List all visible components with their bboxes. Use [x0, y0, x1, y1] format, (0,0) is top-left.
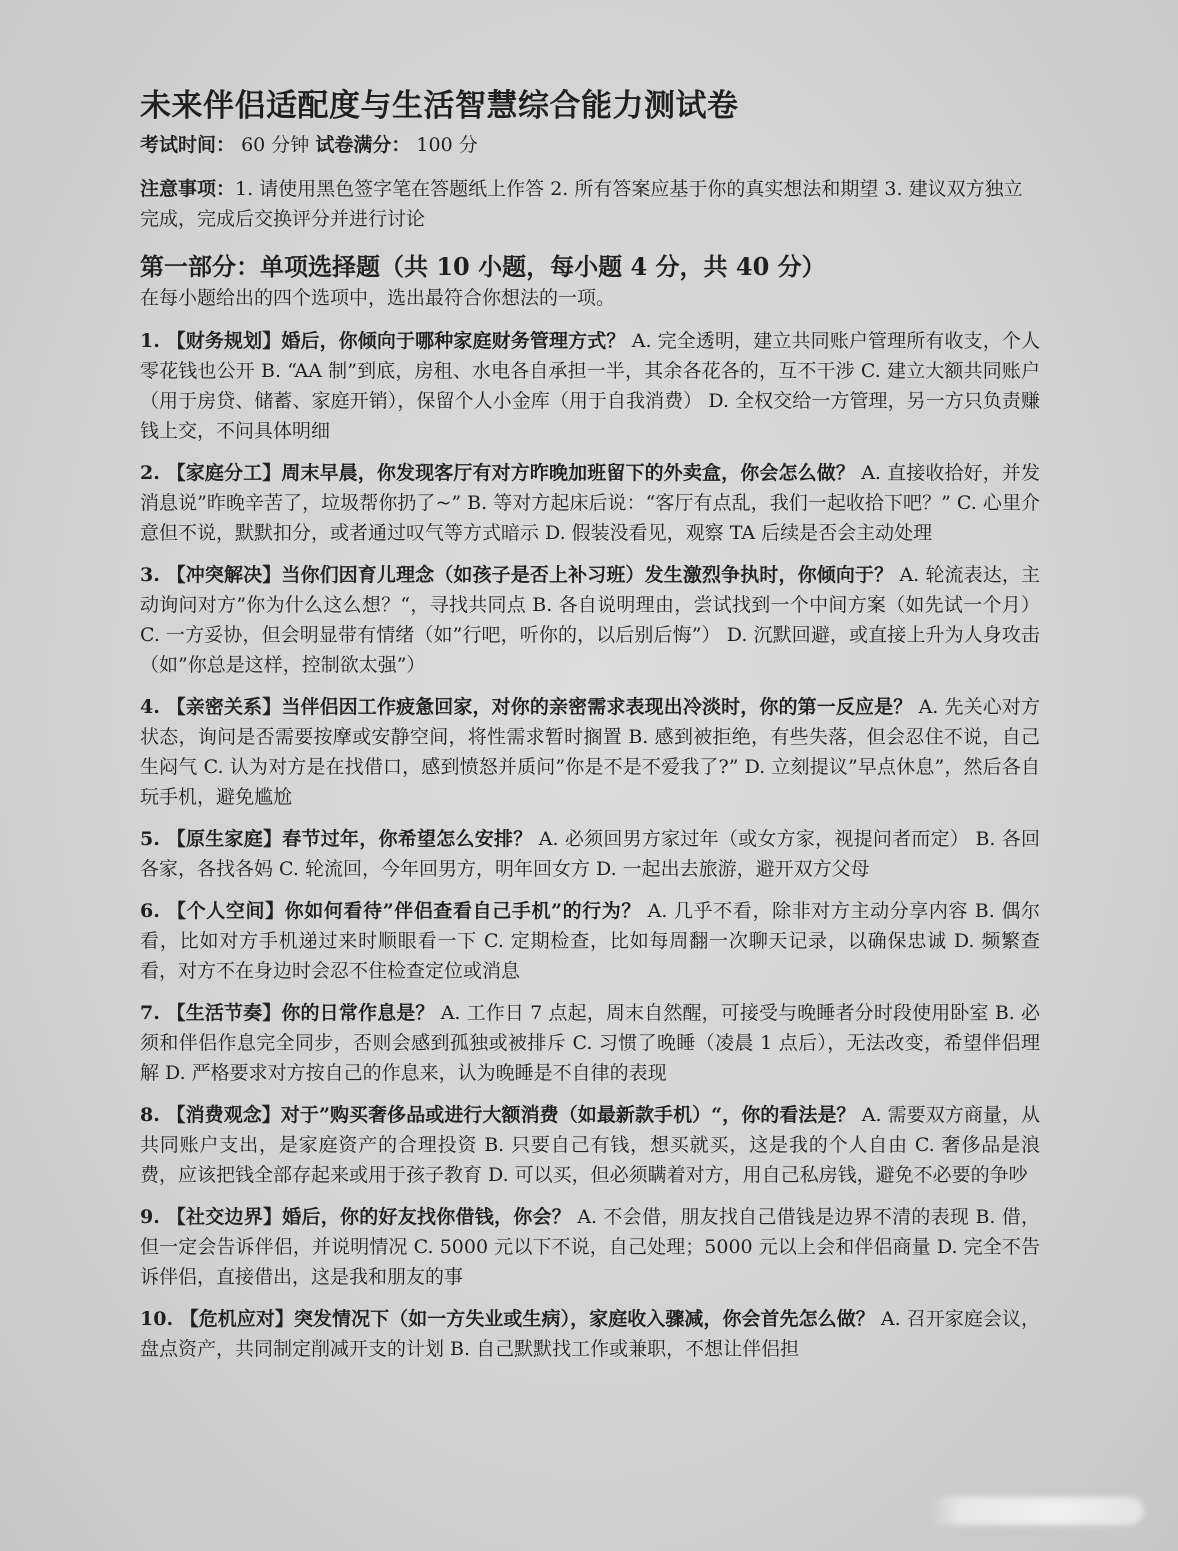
exam-title: 未来伴侣适配度与生活智慧综合能力测试卷 — [140, 88, 739, 124]
section-description: 在每小题给出的四个选项中，选出最符合你想法的一项。 — [140, 287, 616, 309]
score-label: 试卷满分： — [315, 134, 411, 156]
question-options: A. 召开家庭会议，盘点资产，共同制定削减开支的计划 B. 自己默默找工作或兼职，不想让伴侣担 — [140, 1308, 1040, 1360]
question-options: A. 轮流表达，主动询问对方”你为什么这么想？“，寻找共同点 B. 各自说明理由，尝试找到一个中间方案（如先试一个月） C. 一方妥协，但会明显带有情绪（如”行吧，听你的，以后别后悔”） D. 沉默回避，或直接上升为人身攻击（如”你总是这样，控制欲太强”） — [140, 564, 1040, 676]
notes-label: 注意事项： — [140, 178, 236, 200]
question-item — [140, 1100, 1040, 1190]
question-head: 10. 【危机应对】突发情况下（如一方失业或生病），家庭收入骤减，你会首先怎么做？ — [140, 1308, 875, 1330]
question-item — [140, 692, 1040, 812]
question-options: A. 几乎不看，除非对方主动分享内容 B. 偶尔看，比如对方手机递过来时顺眼看一下 C. 定期检查，比如每周翻一次聊天记录，以确保忠诚 D. 频繁查看，对方不在身边时会忍不住检查定位或消息 — [140, 900, 1041, 982]
question-head: 8. 【消费观念】对于”购买奢侈品或进行大额消费（如最新款手机）“，你的看法是？ — [140, 1104, 856, 1126]
exam-notes — [140, 174, 1040, 234]
exam-meta — [140, 132, 1040, 158]
question-head: 1. 【财务规划】婚后，你倾向于哪种家庭财务管理方式？ — [140, 330, 626, 352]
question-head: 2. 【家庭分工】周末早晨，你发现客厅有对方昨晚加班留下的外卖盒，你会怎么做？ — [140, 462, 856, 484]
time-label: 考试时间： — [140, 134, 236, 156]
question-head: 6. 【个人空间】你如何看待”伴侣查看自己手机”的行为？ — [140, 900, 641, 922]
question-head: 3. 【冲突解决】当你们因育儿理念（如孩子是否上补习班）发生激烈争执时，你倾向于？ — [140, 564, 894, 586]
notes-text: 1. 请使用黑色签字笔在答题纸上作答 2. 所有答案应基于你的真实想法和期望 3. 建议双方独立完成，完成后交换评分并进行讨论 — [140, 178, 1023, 230]
question-head: 7. 【生活节奏】你的日常作息是？ — [140, 1002, 435, 1024]
question-options: A. 完全透明，建立共同账户管理所有收支，个人零花钱也公开 B. “AA 制”到底，房租、水电各自承担一半，其余各花各的，互不干涉 C. 建立大额共同账户（用于房贷、储蓄、家庭开销），保留个人小金库（用于自我消费） D. 全权交给一方管理，另一方只负责赚钱上交，不问具体明细 — [140, 330, 1040, 442]
section-title: 第一部分：单项选择题（共 10 小题，每小题 4 分，共 40 分） — [140, 252, 826, 281]
question-options: A. 需要双方商量，从共同账户支出，是家庭资产的合理投资 B. 只要自己有钱，想买就买，这是我的个人自由 C. 奢侈品是浪费，应该把钱全部存起来或用于孩子教育 D. 可以买，但必须瞒着对方，用自己私房钱，避免不必要的争吵 — [140, 1104, 1041, 1186]
question-head: 5. 【原生家庭】春节过年，你希望怎么安排？ — [140, 828, 533, 850]
question-options: A. 先关心对方状态，询问是否需要按摩或安静空间，将性需求暂时搁置 B. 感到被拒绝，有些失落，但会忍住不说，自己生闷气 C. 认为对方是在找借口，感到愤怒并质问”你是不是不爱我了?” D. 立刻提议”早点休息”，然后各自玩手机，避免尴尬 — [140, 696, 1040, 808]
watermark-logo — [929, 1497, 1144, 1525]
question-item — [140, 896, 1040, 986]
question-item — [140, 560, 1040, 680]
time-value: 60 分钟 — [241, 134, 310, 156]
question-item — [140, 998, 1040, 1088]
question-item — [140, 326, 1040, 446]
exam-content — [140, 86, 1040, 1376]
question-item — [140, 824, 1040, 884]
question-head: 9. 【社交边界】婚后，你的好友找你借钱，你会？ — [140, 1206, 572, 1228]
question-options: A. 直接收拾好，并发消息说”昨晚辛苦了，垃圾帮你扔了~” B. 等对方起床后说：“客厅有点乱，我们一起收拾下吧？” C. 心里介意但不说，默默扣分，或者通过叹气等方式暗示 D. 假装没看见，观察 TA 后续是否会主动处理 — [140, 462, 1040, 544]
question-options: A. 工作日 7 点起，周末自然醒，可接受与晚睡者分时段使用卧室 B. 必须和伴侣作息完全同步，否则会感到孤独或被排斥 C. 习惯了晚睡（凌晨 1 点后），无法改变，希望伴侣理解 D. 严格要求对方按自己的作息来，认为晚睡是不自律的表现 — [140, 1002, 1040, 1084]
question-item — [140, 1304, 1040, 1364]
score-value: 100 分 — [416, 134, 478, 156]
question-options: A. 必须回男方家过年（或女方家，视提问者而定） B. 各回各家，各找各妈 C. 轮流回，今年回男方，明年回女方 D. 一起出去旅游，避开双方父母 — [140, 828, 1040, 880]
question-options: A. 不会借，朋友找自己借钱是边界不清的表现 B. 借，但一定会告诉伴侣，并说明情况 C. 5000 元以下不说，自己处理；5000 元以上会和伴侣商量 D. 完全不告诉伴侣，直接借出，这是我和朋友的事 — [140, 1206, 1041, 1288]
question-item — [140, 458, 1040, 548]
question-item — [140, 1202, 1040, 1292]
question-head: 4. 【亲密关系】当伴侣因工作疲惫回家，对你的亲密需求表现出冷淡时，你的第一反应是？ — [140, 696, 913, 718]
